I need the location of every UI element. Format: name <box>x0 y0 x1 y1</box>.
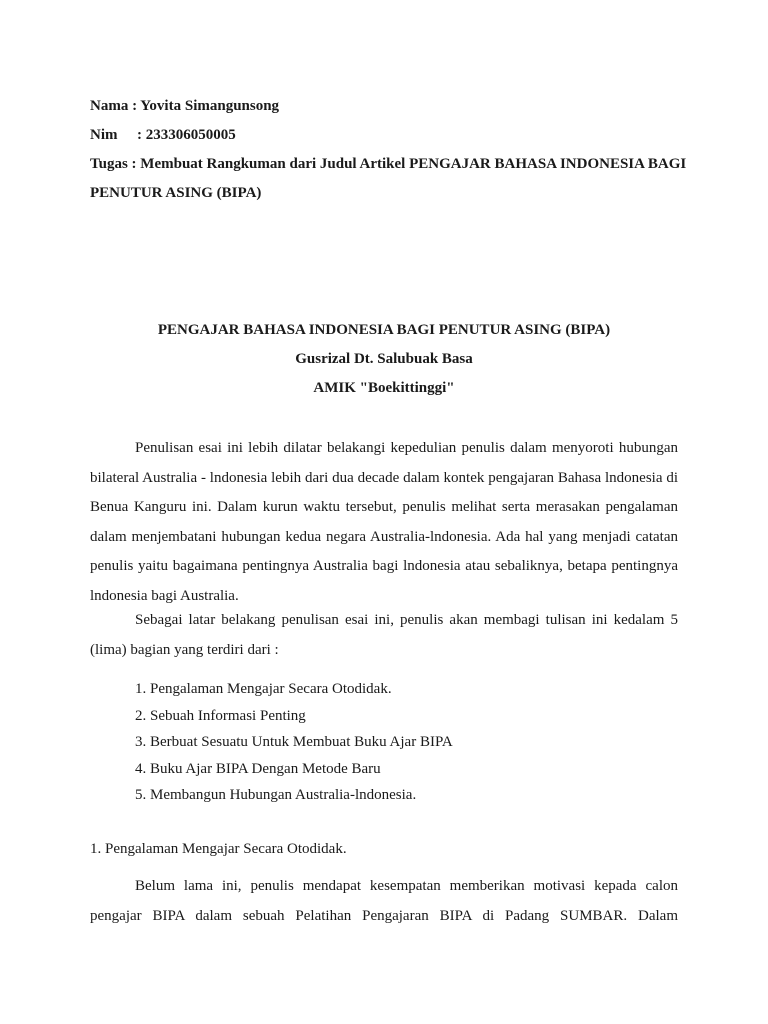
list-item: 4. Buku Ajar BIPA Dengan Metode Baru <box>135 760 381 777</box>
article-title-block <box>90 316 678 403</box>
article-title: PENGAJAR BAHASA INDONESIA BAGI PENUTUR ASING (BIPA) <box>157 322 611 338</box>
paragraph-section1: Belum lama ini, penulis mendapat kesempatan memberikan motivasi kepada calon pengajar BIPA dalam sebuah Pelatihan Pengajaran BIPA di Padang SUMBAR. Dalam <box>90 878 678 924</box>
list-item: 5. Membangun Hubungan Australia-lndonesia. <box>135 787 417 803</box>
student-nim-row <box>90 121 690 150</box>
list-item: 2. Sebuah Informasi Penting <box>135 707 306 724</box>
assignment-description: Tugas : Membuat Rangkuman dari Judul Artikel PENGAJAR BAHASA INDONESIA BAGI PENUTUR ASING (BIPA) <box>90 156 687 201</box>
student-name: Nama : Yovita Simangunsong <box>90 98 280 114</box>
paragraph-outline: Sebagai latar belakang penulisan esai ini, penulis akan membagi tulisan ini kedalam 5 (lima) bagian yang terdiri dari : <box>90 612 678 658</box>
section-heading: 1. Pengalaman Mengajar Secara Otodidak. <box>90 841 347 857</box>
nim-value: : 233306050005 <box>137 127 236 143</box>
list-item: 3. Berbuat Sesuatu Untuk Membuat Buku Ajar BIPA <box>135 734 453 750</box>
list-item: 1. Pengalaman Mengajar Secara Otodidak. <box>135 681 392 697</box>
article-affiliation: AMIK "Boekittinggi" <box>313 380 455 396</box>
article-author: Gusrizal Dt. Salubuak Basa <box>295 351 473 367</box>
student-header <box>90 92 690 208</box>
section-list <box>135 676 675 809</box>
nim-label: Nim <box>90 127 118 143</box>
paragraph-intro: Penulisan esai ini lebih dilatar belakangi kepedulian penulis dalam menyoroti hubungan bilateral Australia - lndonesia lebih dari dua decade dalam kontek pengajaran Bahasa lndonesia di Benua Kanguru ini. Dalam kurun waktu tersebut, penulis melihat serta merasakan pengalaman dalam menjembatani hubungan kedua negara Australia-lndonesia. Ada hal yang menjadi catatan penulis yaitu bagaimana pentingnya Australia bagi lndonesia atau sebaliknya, betapa pentingnya lndonesia bagi Australia. <box>90 440 678 604</box>
